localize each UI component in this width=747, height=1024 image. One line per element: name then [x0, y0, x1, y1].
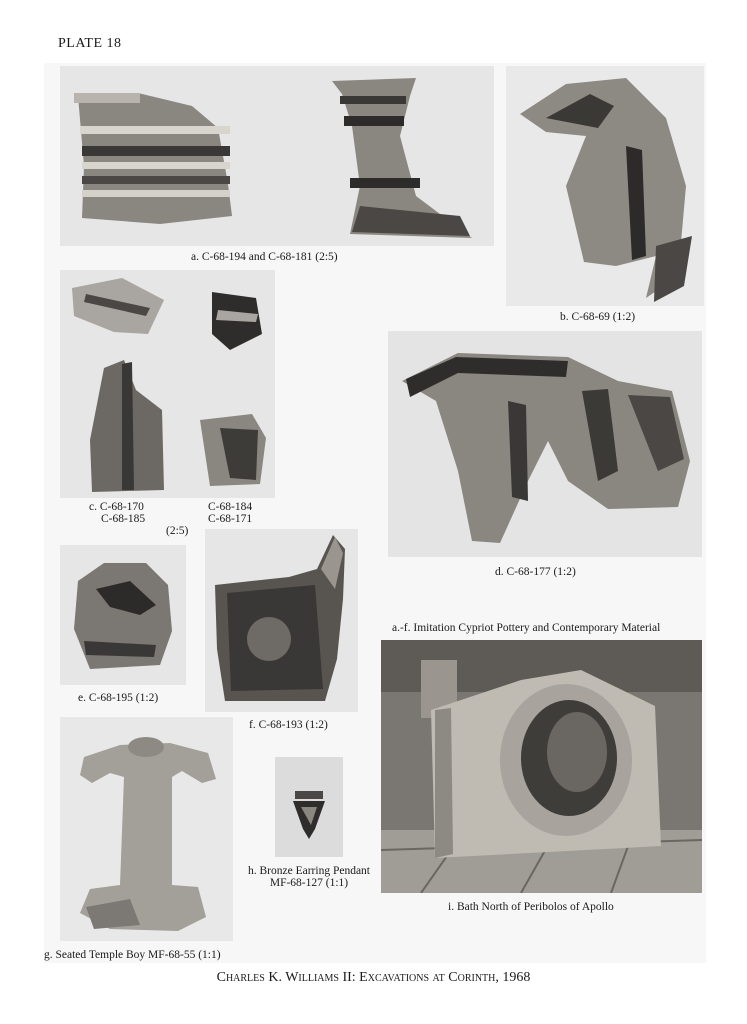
- caption-c-right-2: C-68-171: [208, 513, 253, 525]
- caption-c-right-1: C-68-184: [208, 501, 253, 513]
- photo-b-pottery-handle: [506, 66, 704, 306]
- caption-f: f. C-68-193 (1:2): [249, 719, 328, 731]
- photo-f-pottery-vessel: [205, 529, 358, 712]
- photo-i-bath-peribolos: [381, 640, 702, 893]
- footer-text: Charles K. Williams II: Excavations at Corinth, 1968: [216, 970, 531, 985]
- photo-h-bronze-earring-pendant: [275, 757, 343, 857]
- caption-h-line1: h. Bronze Earring Pendant: [248, 865, 370, 877]
- caption-b: b. C-68-69 (1:2): [560, 311, 636, 323]
- plate-number: PLATE 18: [58, 36, 122, 51]
- caption-h-line2: MF-68-127 (1:1): [269, 877, 349, 889]
- photo-e-pottery-fragment: [60, 545, 186, 685]
- photo-a-pottery-vessels: [60, 66, 494, 246]
- caption-a-f-summary: a.-f. Imitation Cypriot Pottery and Contemporary Material: [392, 622, 661, 634]
- caption-c-scale: (2:5): [166, 525, 189, 537]
- plate-footer: [0, 970, 747, 986]
- caption-g: g. Seated Temple Boy MF-68-55 (1:1): [44, 949, 221, 961]
- caption-a: a. C-68-194 and C-68-181 (2:5): [191, 251, 338, 263]
- caption-i: i. Bath North of Peribolos of Apollo: [448, 901, 614, 913]
- photo-g-seated-temple-boy: [60, 717, 233, 941]
- caption-e: e. C-68-195 (1:2): [78, 692, 159, 704]
- photo-c-pottery-fragments: [60, 270, 275, 498]
- photo-d-pottery-bowl: [388, 331, 702, 557]
- caption-c-left-2: C-68-185: [101, 513, 146, 525]
- caption-c-left-1: c. C-68-170: [89, 501, 144, 513]
- caption-d: d. C-68-177 (1:2): [495, 566, 576, 578]
